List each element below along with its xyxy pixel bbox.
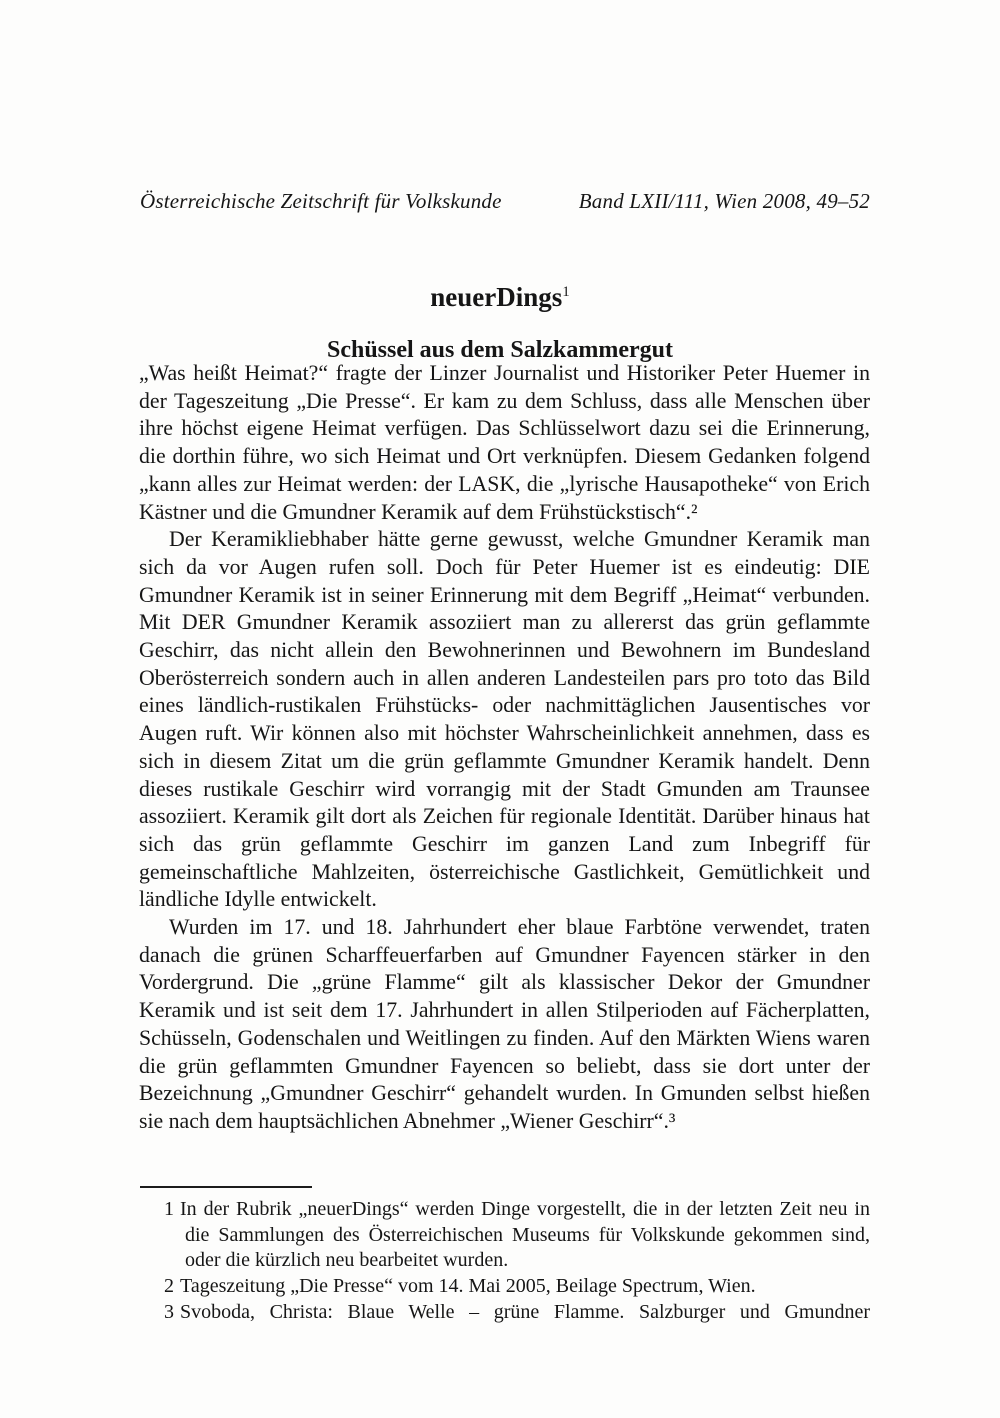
article-title	[0, 282, 1000, 313]
footnote-2-text: Tageszeitung „Die Presse“ vom 14. Mai 2005, Beilage Spectrum, Wien.	[180, 1275, 756, 1298]
footnote-3-number: 3	[164, 1300, 174, 1323]
paragraph-3: Wurden im 17. und 18. Jahrhundert eher blaue Farbtöne verwendet, traten danach die grünen Scharffeuerfarben auf Gmundner Fayencen stärker in den Vordergrund. Die „grüne Flamme“ gilt als klassischer Dekor der Gmundner Keramik und ist seit dem 17. Jahrhundert in allen Stilperioden auf Fächerplatten, Schüsseln, Godenschalen und Weitlingen zu finden. Auf den Märkten Wiens waren die grün geflammten Gmundner Fayencen so beliebt, dass sie dort unter der Bezeichnung „Gmundner Geschirr“ gehandelt wurden. In Gmunden selbst hießen sie nach dem hauptsächlichen Abnehmer „Wiener Geschirr“.³	[139, 915, 870, 1133]
footnote-1-number: 1	[164, 1198, 174, 1220]
article-subtitle: Schüssel aus dem Salzkammergut	[326, 336, 674, 363]
journal-name: Österreichische Zeitschrift für Volkskunde	[140, 189, 502, 213]
footnote-1	[164, 1197, 870, 1274]
footnote-3	[164, 1300, 870, 1326]
article-body	[139, 360, 870, 1136]
footnote-3-text: Svoboda, Christa: Blaue Welle – grüne Flamme. Salzburger und Gmundner	[180, 1300, 870, 1323]
article-title-text: neuerDings	[430, 282, 563, 313]
paragraph-1: „Was heißt Heimat?“ fragte der Linzer Journalist und Historiker Peter Huemer in der Tageszeitung „Die Presse“. Er kam zu dem Schluss, dass alle Menschen über ihre höchst eigene Heimat verfügen. Das Schlüsselwort dazu sei die Erinnerung, die dorthin führe, wo sich Heimat und Ort verknüpfen. Diesem Gedanken folgend „kann alles zur Heimat werden: der LASK, die „lyrische Hausapotheke“ von Erich Kästner und die Gmundner Keramik auf dem Frühstückstisch“.²	[139, 361, 870, 524]
paragraph-2: Der Keramikliebhaber hätte gerne gewusst, welche Gmundner Keramik man sich da vor Augen rufen soll. Doch für Peter Huemer ist es eindeutig: DIE Gmundner Keramik ist in seiner Erinnerung mit dem Begriff „Heimat“ verbunden. Mit DER Gmundner Keramik assoziiert man zu allererst das grün geflammte Geschirr, das nicht allein den Bewohnerinnen und Bewohnern im Bundesland Oberösterreich sondern auch in allen anderen Landesteilen pars pro toto das Bild eines ländlich-rustikalen Frühstücks- oder nachmittäglichen Jausentisches vor Augen ruft. Wir können also mit höchster Wahrscheinlichkeit annehmen, dass es sich in diesem Zitat um die grün geflammte Gmundner Keramik handelt. Denn dieses rustikale Geschirr wird vorrangig mit der Stadt Gmunden am Traunsee assoziiert. Keramik gilt dort als Zeichen für regionale Identität. Darüber hinaus hat sich das grün geflammte Geschirr im ganzen Land zum Inbegriff für gemeinschaftliche Mahlzeiten, österreichische Gastlichkeit, Gemütlichkeit und ländliche Idylle entwickelt.	[139, 527, 870, 912]
volume-info: Band LXII/111, Wien 2008, 49–52	[578, 189, 870, 213]
footnote-1-text: In der Rubrik „neuerDings“ werden Dinge vorgestellt, die in der letzten Zeit neu in die Sammlungen des Österreichischen Museums für Volkskunde gekommen sind, oder die kürzlich neu bearbeitet wurden.	[180, 1198, 870, 1272]
footnote-2	[164, 1274, 870, 1300]
footnote-separator	[140, 1186, 312, 1188]
title-footnote-marker: 1	[562, 284, 570, 301]
footnote-2-number: 2	[164, 1275, 174, 1298]
footnote-list	[164, 1197, 870, 1326]
journal-header	[140, 189, 870, 214]
